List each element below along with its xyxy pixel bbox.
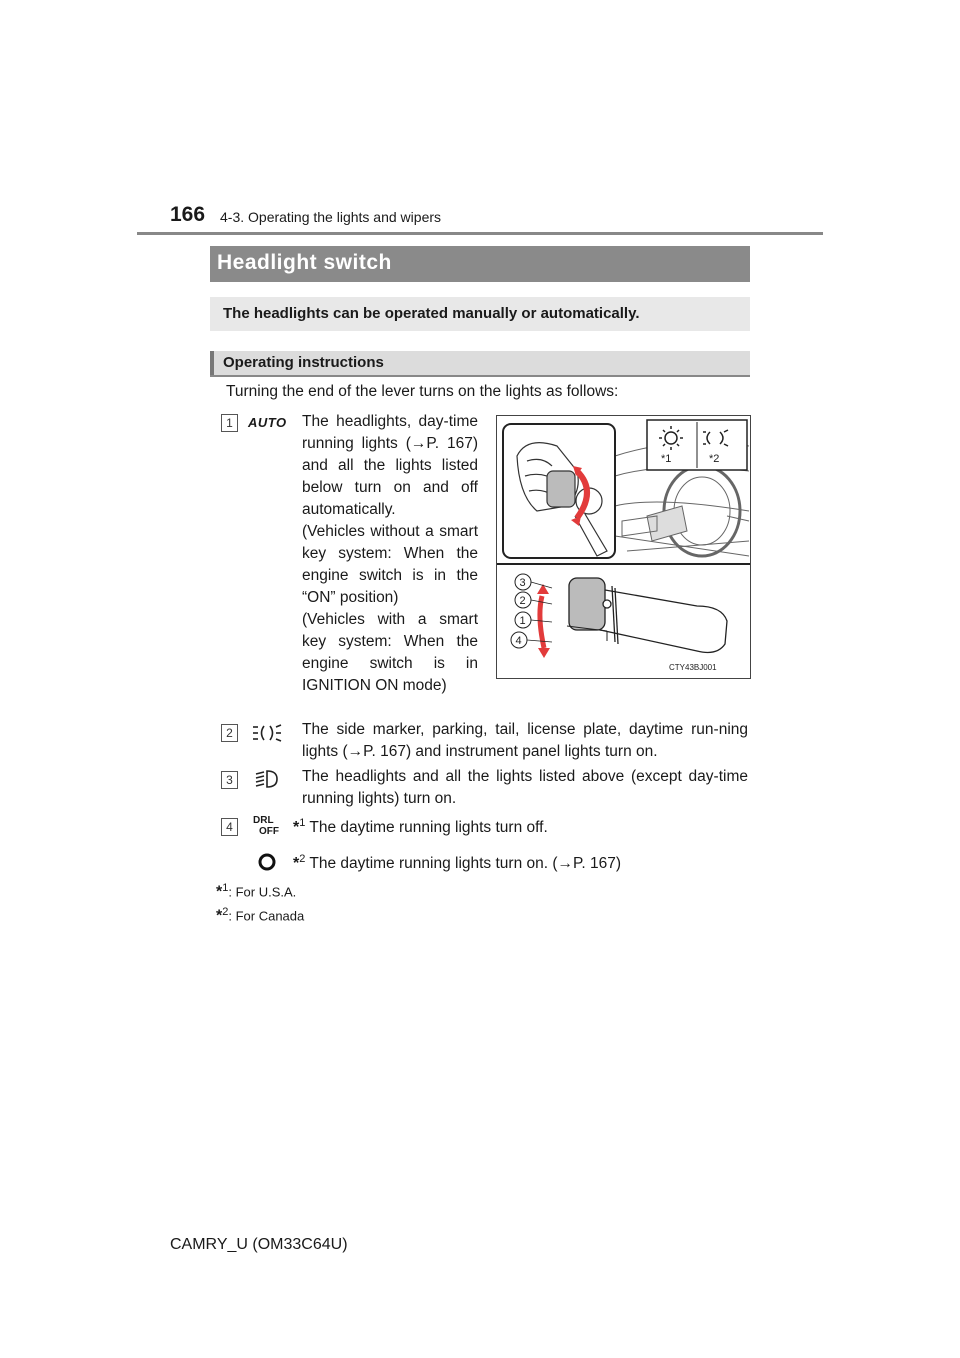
subheading-text: Operating instructions: [223, 354, 384, 371]
item-1-line-1: The headlights, day-time running lights (→P. 167) and all the lights listed below turn on and off automatically.: [302, 413, 478, 518]
item-number-2: 2: [221, 724, 238, 742]
figure-code: CTY43BJ001: [669, 663, 717, 672]
callout-4: 4: [515, 635, 522, 647]
sup-marker-1: 1: [299, 817, 306, 829]
intro-text: The headlights can be operated manually or automatically.: [223, 305, 640, 322]
star-marker-1: *: [293, 819, 300, 837]
star-marker-2: *: [293, 855, 300, 873]
page-title: Headlight switch: [217, 251, 392, 274]
item-4b-text: [293, 848, 621, 875]
item-1-line-3: (Vehicles with a smart key system: When the engine switch is in IGNITION ON mode): [302, 611, 478, 694]
drl-on-icon: [256, 851, 278, 873]
footnote-1-sup: 1: [222, 882, 229, 894]
sup-marker-2: 2: [299, 853, 306, 865]
footnote-1: [216, 882, 296, 901]
item-1-line-2: (Vehicles without a smart key system: When the engine switch is in the “ON” position): [302, 523, 478, 606]
subheading-bar: [210, 351, 750, 377]
footnote-2-sup: 2: [222, 906, 229, 918]
item-number-1: 1: [221, 414, 238, 432]
drl-label: DRL: [253, 815, 274, 826]
item-2-text: The side marker, parking, tail, license plate, daytime run-ning lights (→P. 167) and instrument panel lights turn on.: [302, 721, 748, 760]
item-number-3: 3: [221, 771, 238, 789]
item-4b-description: The daytime running lights turn on. (→P. 167): [309, 855, 621, 873]
figure-label-star2: *2: [709, 453, 720, 465]
item-1-text: [302, 411, 478, 697]
headlight-switch-figure: [496, 415, 751, 679]
footnote-1-star: *: [216, 883, 223, 901]
page-number: 166: [170, 203, 206, 226]
footnote-2-star: *: [216, 907, 223, 925]
header-divider: [137, 232, 823, 235]
document-id: CAMRY_U (OM33C64U): [170, 1236, 348, 1253]
callout-3: 3: [519, 577, 526, 589]
figure-label-star1: *1: [661, 453, 672, 465]
footnote-1-text: : For U.S.A.: [228, 884, 297, 900]
off-label: OFF: [259, 826, 279, 837]
callout-2: 2: [519, 595, 526, 607]
footnote-2-text: : For Canada: [228, 908, 305, 924]
page-title-bar: [210, 246, 750, 282]
item-number-4: 4: [221, 818, 238, 836]
intro-box: [210, 297, 750, 331]
drl-off-icon: [253, 815, 279, 837]
figure-illustration: [497, 416, 750, 678]
callout-1: 1: [519, 615, 526, 627]
lead-text: Turning the end of the lever turns on the lights as follows:: [226, 383, 619, 400]
item-4a-description: The daytime running lights turn off.: [309, 819, 548, 837]
section-title: 4-3. Operating the lights and wipers: [220, 209, 442, 225]
item-4a-text: [293, 812, 548, 839]
headlight-icon: [253, 768, 281, 790]
subheading-accent: [210, 351, 214, 375]
auto-icon: AUTO: [248, 415, 287, 430]
item-3-text: The headlights and all the lights listed above (except day-time running lights) turn on.: [302, 768, 748, 807]
footnote-2: [216, 906, 304, 925]
side-marker-light-icon: [251, 722, 283, 744]
